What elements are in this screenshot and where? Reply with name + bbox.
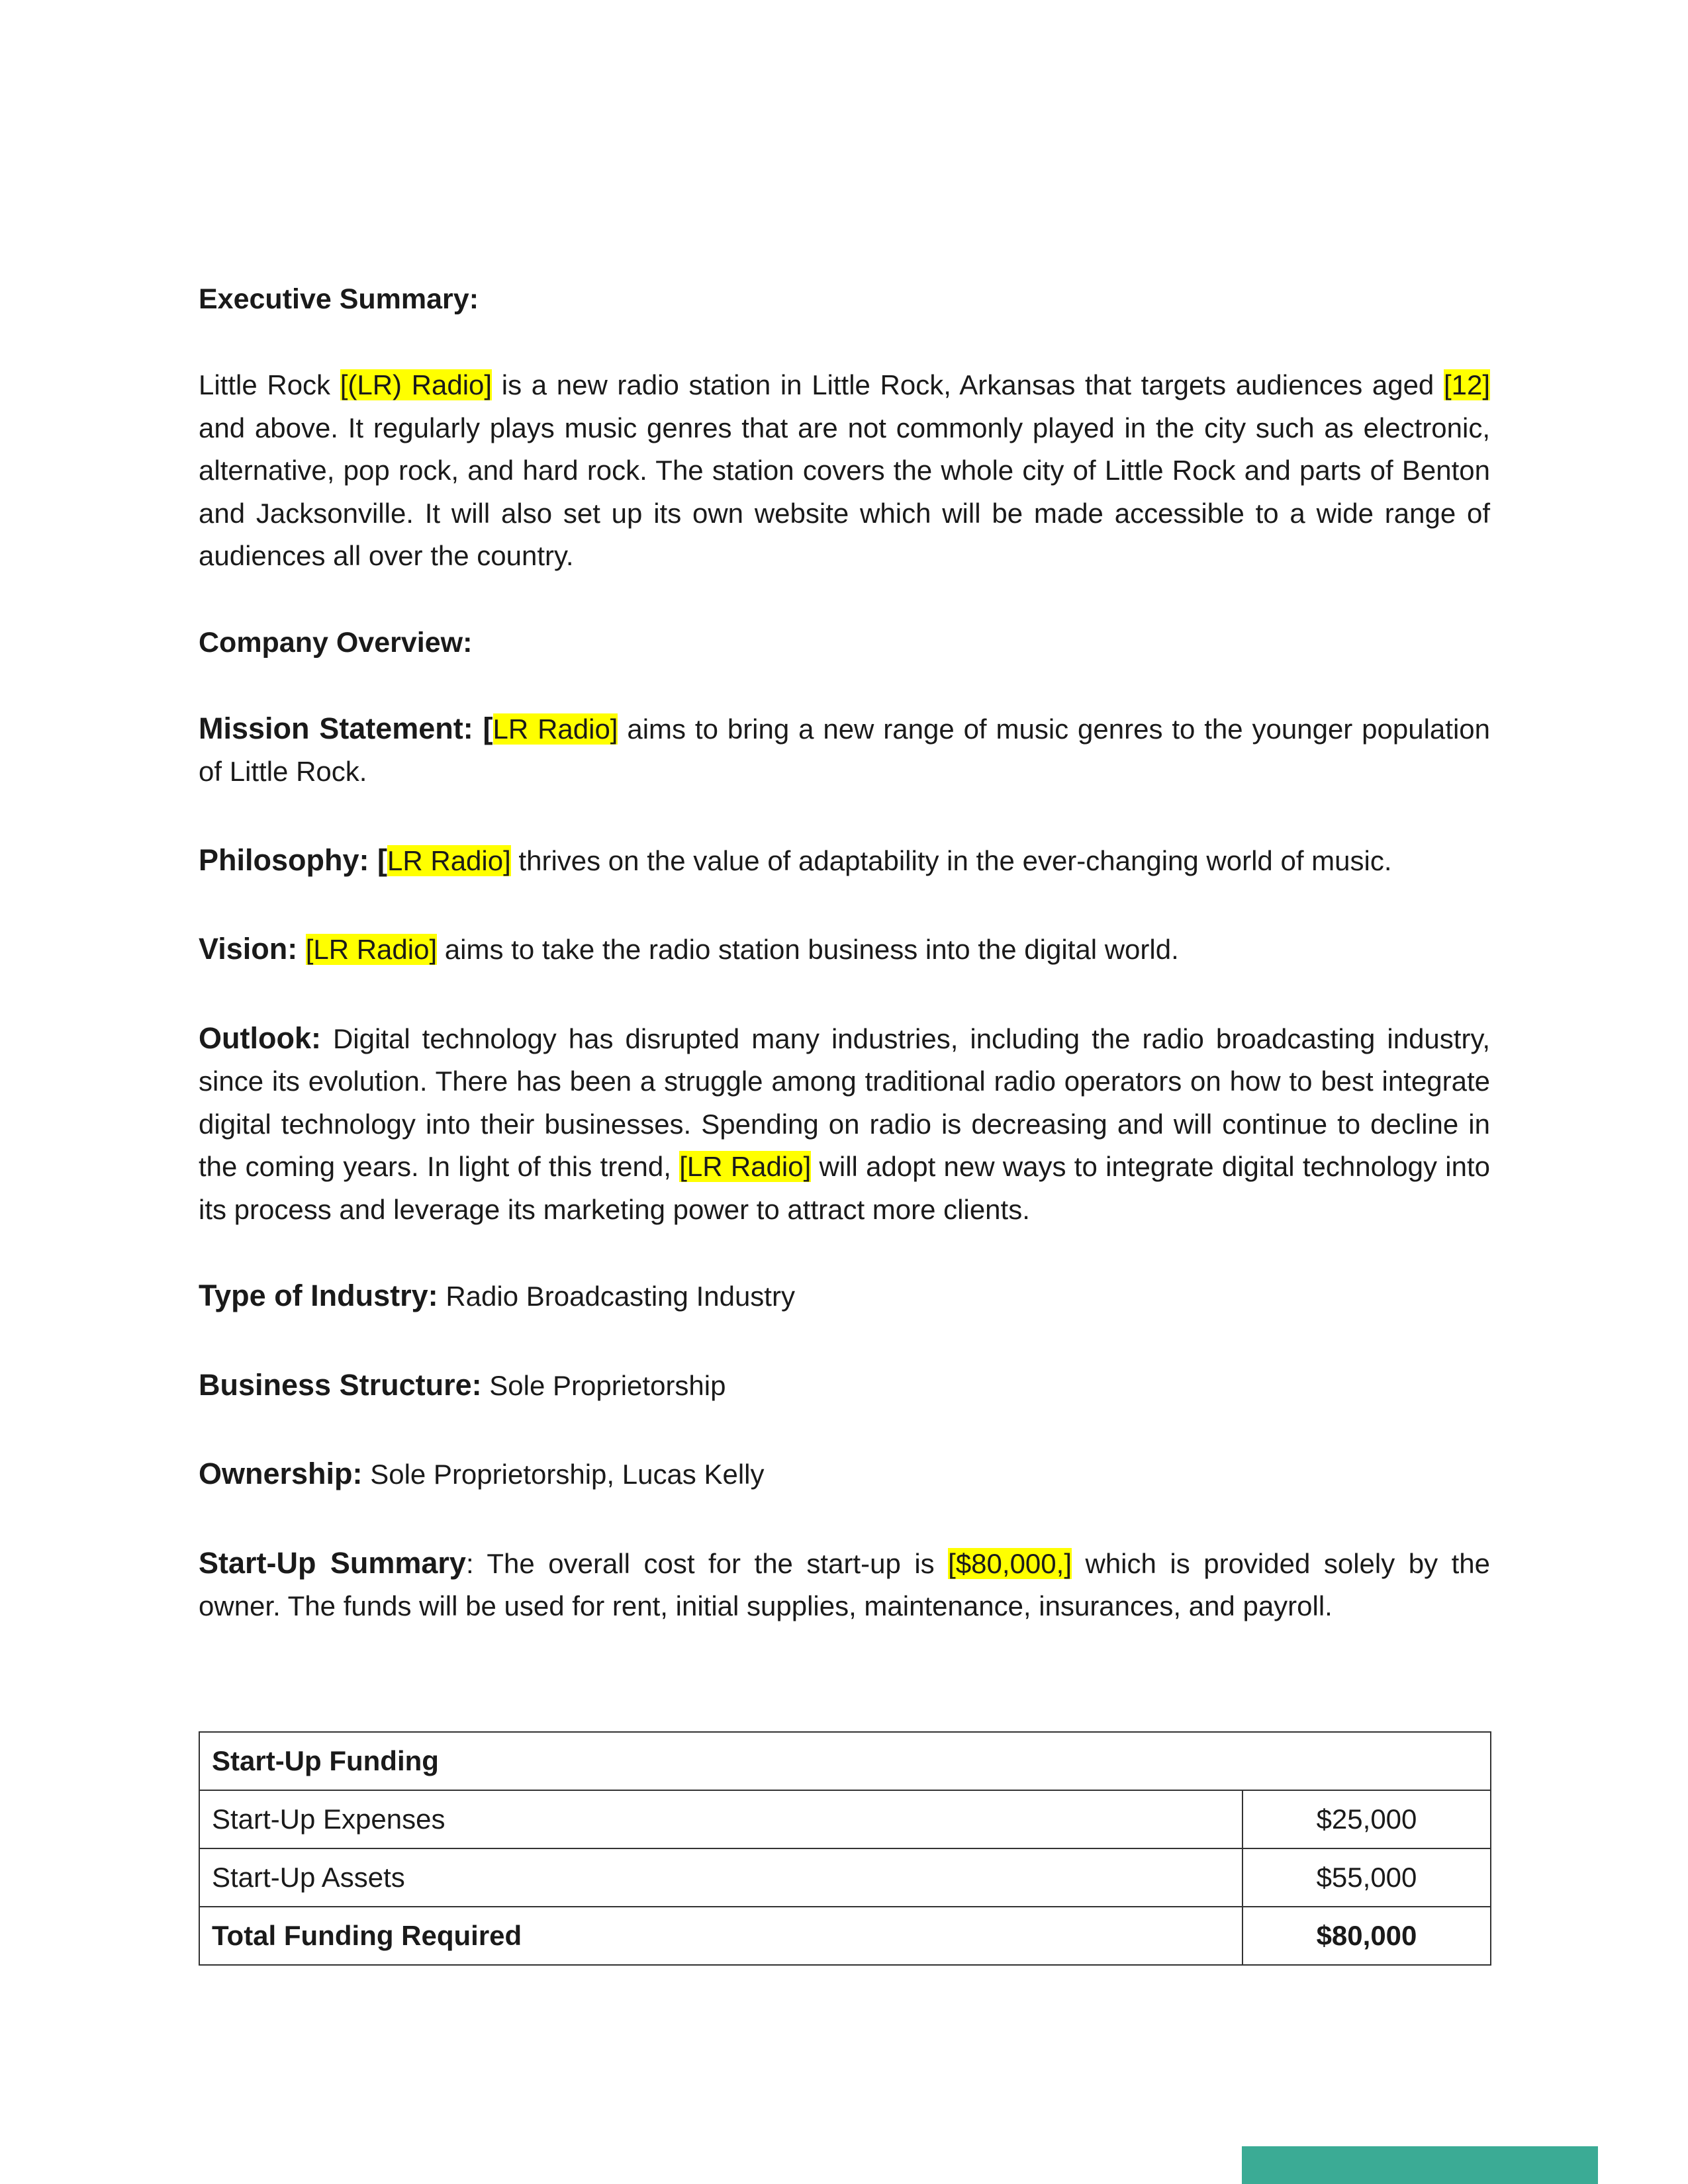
- row-label: Start-Up Assets: [199, 1848, 1243, 1907]
- startup-label: Start-Up Summary: [199, 1545, 466, 1580]
- text: will adopt new ways to integrate digital technology into its process and leverage its marketing power to attract more clients.: [199, 1151, 1490, 1225]
- table-header-row: [199, 1732, 1491, 1790]
- structure-label: Business Structure:: [199, 1367, 482, 1402]
- mission-bracket: [: [483, 711, 493, 745]
- text: Digital technology has disrupted many industries, including the radio broadcasting industry, since its evolution. There has been a struggle among traditional radio operators on how to best integrate digital technology into their businesses. Spending on radio is decreasing and will continue to decline in the coming years. In light of this trend,: [199, 1023, 1490, 1182]
- ownership: [199, 1453, 1490, 1496]
- row-label: Start-Up Expenses: [199, 1790, 1243, 1848]
- philosophy-label: Philosophy:: [199, 842, 377, 877]
- text: Radio Broadcasting Industry: [438, 1281, 795, 1312]
- philosophy: [199, 839, 1490, 883]
- row-amount: $55,000: [1243, 1848, 1491, 1907]
- text: Little Rock: [199, 369, 340, 400]
- text: which is provided solely by the owner. The funds will be used for rent, initial supplies, maintenance, insurances, and payroll.: [199, 1547, 1490, 1621]
- text: aims to bring a new range of music genres to the younger population of Little Rock.: [199, 713, 1491, 787]
- placeholder-highlight: LR Radio]: [387, 844, 511, 876]
- footer-accent-bar: [1242, 2146, 1598, 2184]
- industry-label: Type of Industry:: [199, 1279, 438, 1312]
- document-page: [199, 278, 1490, 1628]
- text: thrives on the value of adaptability in the ever-changing world of music.: [510, 844, 1392, 876]
- philosophy-bracket: [: [377, 842, 387, 877]
- placeholder-highlight: [12]: [1443, 369, 1490, 400]
- executive-summary-paragraph: [199, 364, 1490, 578]
- placeholder-highlight: [LR Radio]: [305, 934, 438, 965]
- text: Sole Proprietorship, Lucas Kelly: [362, 1459, 765, 1490]
- table-title: Start-Up Funding: [199, 1732, 1491, 1790]
- start-up-funding-table: [199, 1731, 1491, 1966]
- type-of-industry: [199, 1275, 1490, 1318]
- text: aims to take the radio station business into the digital world.: [437, 934, 1179, 965]
- placeholder-highlight: [(LR) Radio]: [340, 369, 492, 400]
- business-structure: [199, 1364, 1490, 1408]
- table-total-row: [199, 1907, 1491, 1965]
- text: and above. It regularly plays music genres that are not commonly played in the city such as electronic, alternative, pop rock, and hard rock. The station covers the whole city of Little Rock and parts of Benton and Jacksonville. It will also set up its own website which will be made accessible to a wide range of audiences all over the country.: [199, 412, 1490, 571]
- placeholder-highlight: [$80,000,]: [948, 1547, 1072, 1579]
- placeholder-highlight: LR Radio]: [492, 713, 618, 745]
- company-overview-heading: Company Overview:: [199, 626, 473, 659]
- vision: [199, 928, 1490, 972]
- outlook: [199, 1017, 1490, 1232]
- text: : The overall cost for the start-up is: [465, 1547, 949, 1579]
- text: is a new radio station in Little Rock, Arkansas that targets audiences aged: [492, 369, 1444, 400]
- executive-summary-heading: Executive Summary:: [199, 283, 479, 315]
- mission-label: Mission Statement:: [199, 711, 483, 745]
- total-amount: $80,000: [1243, 1907, 1491, 1965]
- table-row: [199, 1790, 1491, 1848]
- start-up-summary: [199, 1542, 1490, 1628]
- ownership-label: Ownership:: [199, 1457, 363, 1490]
- row-amount: $25,000: [1243, 1790, 1491, 1848]
- table-row: [199, 1848, 1491, 1907]
- placeholder-highlight: [LR Radio]: [679, 1151, 812, 1182]
- outlook-label: Outlook:: [199, 1021, 321, 1055]
- vision-label: Vision:: [199, 932, 306, 966]
- text: Sole Proprietorship: [481, 1369, 726, 1401]
- total-label: Total Funding Required: [199, 1907, 1243, 1965]
- mission-statement: [199, 707, 1490, 794]
